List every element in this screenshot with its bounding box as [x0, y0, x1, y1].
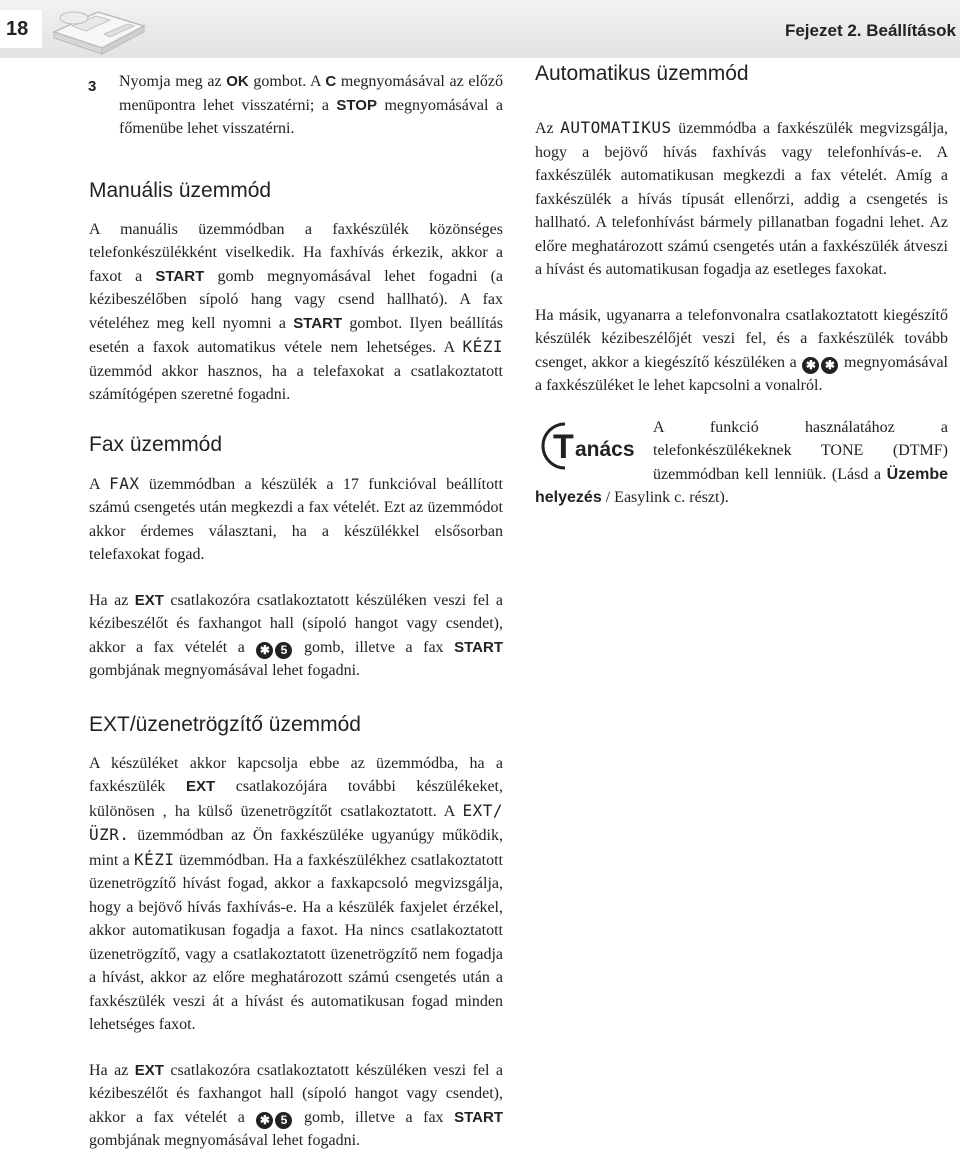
tip-icon — [535, 416, 647, 476]
fax-mode-paragraph: A FAX üzemmódban a készülék a 17 funkcióval beállított számú csengetés után megkezdi a fax vételét. Ezt az üzemmódot akkor érdemes választani, ha a készülékkel elsősorban telefaxokat fogad. — [89, 473, 503, 563]
star-key-icon: ✱ — [802, 357, 819, 374]
fax-mode-ext-paragraph: Ha az EXT csatlakozóra csatlakoztatott készüléken veszi fel a kézibeszélőt és faxhangot hall (sípoló hangot vagy csendet), akkor a fax vételét a ✱ 5 gomb, illetve a fax START gombjának megnyomásával lehet fogadni. — [89, 591, 503, 679]
ext-mode-paragraph: A készüléket akkor kapcsolja ebbe az üzemmódba, ha a faxkészülék EXT csatlakozójára további készülékeket, különösen , ha külső üzenetrögzítőt csatlakoztatott. A EXT/ÜZR. üzemmódban az Ön faxkészüléke ugyanúgy működik, mint a KÉZI üzemmódban. Ha a faxkészülékhez csatlakoztatott üzenetrögzítő hívást fogad, akkor a faxkapcsoló megvizsgálja, hogy a bejövő hívás faxhívás-e. Ha a készülék faxjelet érzékel, akkor automatikusan fogadja a faxot. Ha nincs csatlakoztatott üzenetrögzítő, vagy a csatlakoztatott üzenetrögzítő nem fogadja a hívást, akkor az előre meghatározott számú csengetés után a faxkészülék veszi át a hívást és automatikusan fogad minden lehetséges faxot. — [89, 754, 504, 1033]
manual-mode-paragraph: A manuális üzemmódban a faxkészülék közönséges telefonkészülékként viselkedik. Ha faxhívás érkezik, akkor a faxot a START gomb megnyomásával lehet fogadni (a kézibeszélőben sípoló hang vagy csend hallható). A fax vételéhez meg kell nyomni a START gombot. Ilyen beállítás esetén a faxok automatikus vétele nem lehetséges. A KÉZI üzemmód akkor hasznos, ha a telefaxokat a csatlakoztatott számítógépen szeretné fogadni. — [89, 220, 504, 403]
ext-mode-heading: EXT/üzenetrögzítő üzemmód — [89, 712, 361, 736]
fax-machine-icon — [44, 4, 154, 56]
automatic-mode-paragraph: Az AUTOMATIKUS üzemmódba a faxkészülék megvizsgálja, hogy a bejövő hívás faxhívás vagy telefonhívás-e. A faxkészülék automatikusan megkezdi a fax vételét. Amíg a faxkészülék a hívás típusát ellenőrzi, addig a csengetés is hallható. A telefonhívást bármely pillanatban fogadni lehet. Az előre meghatározott számú csengetés után a faxkészülék átveszi a hívást és automatikusan fogadja az esetleges faxokat. — [535, 118, 949, 278]
lcd-text-automatikus: AUTOMATIKUS — [560, 118, 672, 137]
star-key-icon: ✱ — [256, 642, 273, 659]
chapter-title: Fejezet 2. Beállítások — [784, 21, 956, 40]
manual-mode-heading: Manuális üzemmód — [89, 178, 272, 202]
fax-mode-heading: Fax üzemmód — [89, 432, 223, 456]
tip-text: A funkció használatához a telefonkészülékeknek TONE (DTMF) üzemmódban kell lenniük. (Lásd a Üzembe helyezés / Easylink c. részt). — [535, 418, 948, 506]
tip-box — [535, 416, 948, 510]
page-number: 18 — [0, 10, 42, 48]
automatic-mode-extension-paragraph: Ha másik, ugyanarra a telefonvonalra csatlakoztatott kiegészítő készülék kézibeszélőjét veszi fel, és a faxkészülék tovább csenget, akkor a kiegészítő készüléken a ✱ ✱ megnyomásával a faxkészüléket le lehet kapcsolni a vonalról. — [535, 306, 948, 394]
five-key-icon: 5 — [275, 1112, 292, 1129]
automatic-mode-heading: Automatikus üzemmód — [535, 62, 749, 85]
c-key-label: C — [325, 73, 337, 90]
lcd-text-ext-uzr: EXT/ÜZR. — [89, 800, 503, 844]
lcd-text-fax: FAX — [109, 473, 140, 493]
ext-mode-handset-paragraph: Ha az EXT csatlakozóra csatlakoztatott készüléken veszi fel a kézibeszélőt és faxhangot hall (sípoló hangot vagy csendet), akkor a fax vételét a ✱ 5 gomb, illetve a fax START gombjának megnyomásával lehet fogadni. — [89, 1061, 503, 1149]
left-column — [89, 62, 503, 1153]
step-item — [89, 70, 503, 141]
step-text: Nyomja meg az OK gombot. A C megnyomásával az előző menüpontra lehet visszatérni; a STOP megnyomásával a főmenübe lehet visszatérni. — [119, 73, 504, 137]
stop-key-label: STOP — [336, 96, 377, 114]
star-key-icon: ✱ — [821, 357, 838, 374]
svg-text:T: T — [553, 427, 574, 466]
right-column — [535, 62, 948, 510]
step-number: 3 — [88, 78, 97, 95]
lcd-text-kezi: KÉZI — [462, 337, 503, 356]
page-header — [0, 0, 960, 58]
ok-key-label: OK — [226, 73, 249, 90]
five-key-icon: 5 — [275, 642, 292, 659]
lcd-text-kezi: KÉZI — [134, 849, 175, 869]
setup-reference: Üzembe helyezés — [535, 465, 948, 506]
svg-text:anács: anács — [575, 437, 635, 461]
star-key-icon: ✱ — [256, 1112, 273, 1129]
